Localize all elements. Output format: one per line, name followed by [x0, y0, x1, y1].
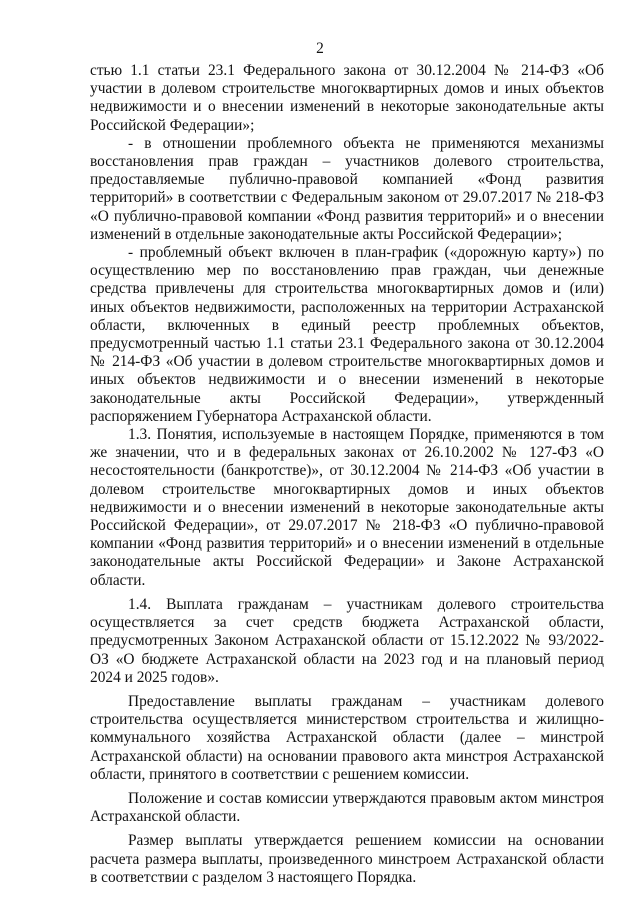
paragraph-bullet-restoration-mechanisms: - в отношении проблемного объекта не применяются механизмы восстановления прав граждан – участников долевого строительства, предоставляемые публично-правовой компанией «Фонд развития территорий» в соответствии с Федеральным законом от 29.07.2017 № 218-ФЗ «О публично-правовой компании «Фонд развития территорий» и о внесении изменений в отдельные законодательные акты Российской Федерации»;	[90, 134, 604, 243]
page-number: 2	[316, 40, 324, 57]
paragraph-1-3-definitions: 1.3. Понятия, используемые в настоящем Порядке, применяются в том же значении, что и в федеральных законах от 26.10.2002 № 127-ФЗ «О несостоятельности (банкротстве)», от 30.12.2004 № 214-ФЗ «Об участии в долевом строительстве многоквартирных домов и иных объектов недвижимости и о внесении изменений в некоторые законодательные акты Российской Федерации», от 29.07.2017 № 218-ФЗ «О публично-правовой компании «Фонд развития территорий» и о внесении изменений в отдельные законодательные акты Российской Федерации» и Законе Астраханской области.	[90, 426, 604, 589]
paragraph-1-4-payment-funding: 1.4. Выплата гражданам – участникам долевого строительства осуществляется за счет средств бюджета Астраханской области, предусмотренных Законом Астраханской области от 15.12.2022 № 93/2022-ОЗ «О бюджете Астраханской области на 2023 год и на плановый период 2024 и 2025 годов».	[90, 595, 604, 686]
paragraph-payment-amount: Размер выплаты утверждается решением комиссии на основании расчета размера выплаты, произведенного минстроем Астраханской области в соответствии с разделом 3 настоящего Порядка.	[90, 832, 604, 886]
paragraph-continuation: стью 1.1 статьи 23.1 Федерального закона от 30.12.2004 № 214-ФЗ «Об участии в долевом строительстве многоквартирных домов и иных объектов недвижимости и о внесении изменений в некоторые законодательные акты Российской Федерации»;	[90, 62, 604, 134]
paragraph-bullet-roadmap: - проблемный объект включен в план-график («дорожную карту») по осуществлению мер по восстановлению прав граждан, чьи денежные средства привлечены для строительства многоквартирных домов и (или) иных объектов недвижимости, расположенных на территории Астраханской области, включенных в единый реестр проблемных объектов, предусмотренный частью 1.1 статьи 23.1 Федерального закона от 30.12.2004 № 214-ФЗ «Об участии в долевом строительстве многоквартирных домов и иных объектов недвижимости и о внесении изменений в некоторые законодательные акты Российской Федерации», утвержденный распоряжением Губернатора Астраханской области.	[90, 244, 604, 425]
paragraph-commission-regulation: Положение и состав комиссии утверждаются правовым актом минстроя Астраханской области.	[90, 789, 604, 826]
paragraph-payment-provision: Предоставление выплаты гражданам – участникам долевого строительства осуществляется министерством строительства и жилищно-коммунального хозяйства Астраханской области (далее – минстрой Астраханской области) на основании правового акта минстроя Астраханской области, принятого в соответствии с решением комиссии.	[90, 692, 604, 783]
document-body	[90, 62, 604, 887]
